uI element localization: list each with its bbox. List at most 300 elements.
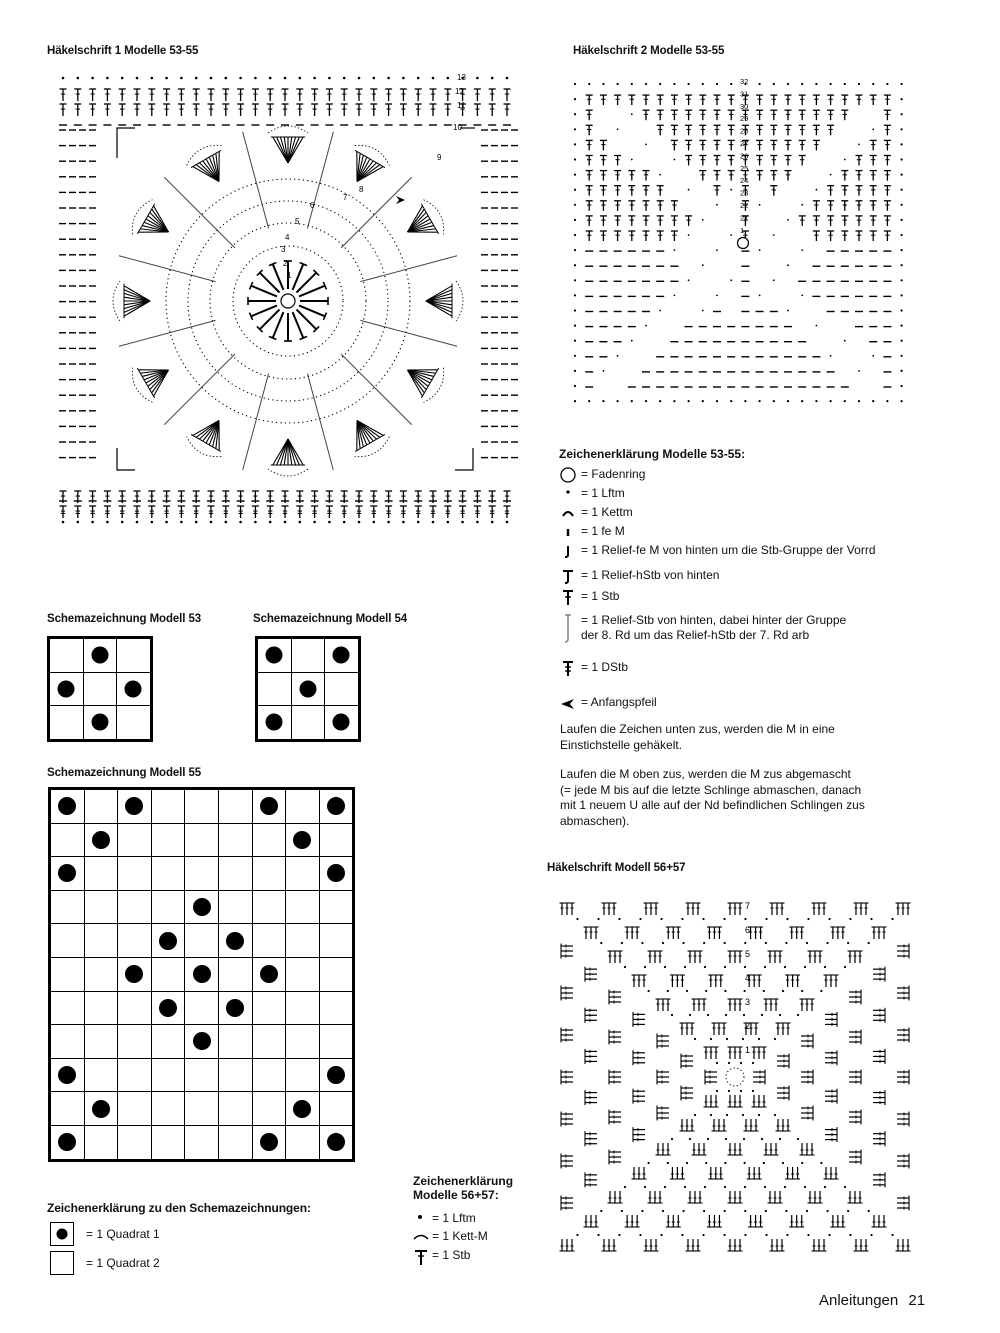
grid-cell-quadrat-2: [51, 1025, 85, 1059]
stitch-lftm: [402, 521, 405, 524]
stitch-stb: [60, 89, 67, 101]
grid-cell-quadrat-1: [185, 957, 219, 991]
grid-cell-quadrat-2: [84, 1025, 118, 1059]
stitch-group: [872, 1215, 887, 1227]
grid-cell-quadrat-2: [51, 890, 85, 924]
stitch-stb: [430, 506, 437, 518]
grid-row: [51, 890, 353, 924]
grid-row: [50, 672, 151, 706]
stitch-group: [768, 951, 783, 963]
stitch-lftm: [744, 990, 746, 992]
stitch-stb: [841, 201, 848, 211]
stitch-lftm: [901, 294, 903, 296]
stitch-lftm: [744, 1162, 746, 1164]
stitch-lftm: [641, 942, 643, 944]
note2-line: (= jede M bis auf die letzte Schlinge abmaschen, danach: [560, 782, 862, 797]
stitch-stb: [474, 89, 481, 101]
stitch-lftm: [574, 158, 576, 160]
stitch-lftm: [574, 234, 576, 236]
stitch-fan: [268, 126, 308, 163]
grid-cell-quadrat-1: [50, 672, 84, 706]
stitch-lftm: [886, 400, 888, 402]
stitch-stb: [870, 231, 877, 241]
corner-bracket: [117, 128, 135, 158]
stitch-stb: [163, 89, 170, 101]
stitch-lftm: [151, 521, 154, 524]
stitch-group: [776, 1023, 791, 1035]
stitch-lftm: [328, 77, 331, 80]
legend2-item-2: = 1 Quadrat 2: [86, 1256, 160, 1270]
stitch-lftm: [797, 1138, 799, 1140]
stitch-stb: [370, 506, 377, 518]
stitch-lftm: [476, 521, 479, 524]
stitch-lftm: [901, 143, 903, 145]
grid-cell-quadrat-2: [252, 1025, 286, 1059]
stitch-lftm: [716, 83, 718, 85]
stitch-stb: [586, 216, 593, 226]
stitch-lftm: [787, 310, 789, 312]
stitch-lftm: [725, 1138, 727, 1140]
dot-icon: [91, 647, 108, 664]
grid-row: [258, 639, 359, 673]
stitch-stb: [785, 125, 792, 135]
stitch-lftm: [686, 990, 688, 992]
stitch-lftm: [759, 249, 761, 251]
stitch-lftm: [491, 77, 494, 80]
grid-cell-quadrat-2: [118, 823, 152, 857]
stitch-stb: [628, 231, 635, 241]
stitch-lftm: [826, 942, 828, 944]
stitch-stb: [252, 104, 259, 116]
round-number: 3: [281, 245, 286, 254]
stitch-stb: [60, 506, 67, 518]
dot-icon: [92, 1100, 110, 1118]
stitch-group: [770, 903, 785, 915]
stitch-lftm: [724, 966, 726, 968]
dot-icon: [226, 932, 244, 950]
stitch-lftm: [886, 83, 888, 85]
stitch-group: [728, 951, 743, 963]
stitch-group: [777, 1086, 789, 1101]
grid-cell-quadrat-2: [185, 823, 219, 857]
chart2-title: Häkelschrift 2 Modelle 53-55: [573, 45, 725, 57]
round-number: 27: [740, 139, 749, 148]
round-number: 5: [745, 949, 751, 959]
relief-stitch-line: [360, 320, 457, 346]
stitch-lftm: [742, 1114, 744, 1116]
stitch-stb: [657, 125, 664, 135]
stitch-lftm: [648, 990, 650, 992]
stitch-lftm: [759, 400, 761, 402]
stitch-lftm: [624, 966, 626, 968]
stitch-stb: [415, 506, 422, 518]
stitch-group: [680, 1023, 695, 1035]
grid-cell-quadrat-2: [84, 790, 118, 824]
relief-stitch-line: [119, 256, 216, 282]
stitch-group: [712, 1119, 727, 1131]
stitch-stb: [643, 110, 650, 120]
stitch-stb: [119, 104, 126, 116]
stitch-group: [688, 951, 703, 963]
grid-cell-quadrat-2: [319, 1092, 353, 1126]
stitch-group: [609, 1070, 621, 1085]
stitch-stb: [856, 216, 863, 226]
grid-cell-quadrat-2: [286, 924, 320, 958]
stitch-stb: [799, 95, 806, 105]
stitch-lftm: [77, 77, 80, 80]
stitch-stb: [104, 506, 111, 518]
stitch-lftm: [744, 400, 746, 402]
stitch-group: [666, 1215, 681, 1227]
stitch-fan: [113, 281, 150, 321]
grid-cell-quadrat-2: [185, 790, 219, 824]
stitch-fan: [340, 411, 393, 463]
note1-line: Einstichstelle gehäkelt.: [560, 737, 683, 752]
stitch-lftm: [773, 83, 775, 85]
grid-cell-quadrat-2: [319, 1025, 353, 1059]
stitch-group: [825, 1050, 837, 1065]
scheme53-grid: [49, 638, 151, 740]
grid-cell-quadrat-2: [51, 991, 85, 1025]
stitch-lftm: [765, 942, 767, 944]
stitch-stb: [884, 231, 891, 241]
stitch-stb: [628, 216, 635, 226]
stitch-lftm: [830, 355, 832, 357]
stitch-lftm: [758, 1038, 760, 1040]
dot-icon: [260, 797, 278, 815]
stitch-group: [873, 1172, 885, 1187]
stitch-lftm: [716, 400, 718, 402]
stitch-lftm: [151, 77, 154, 80]
stitch-stb: [785, 110, 792, 120]
stitch-lftm: [694, 1114, 696, 1116]
stitch-group: [873, 1008, 885, 1023]
stitch-lftm: [659, 83, 661, 85]
dot-icon: [125, 965, 143, 983]
stitch-stb: [657, 95, 664, 105]
grid-cell-quadrat-2: [291, 706, 325, 740]
stitch-stb: [311, 89, 318, 101]
stitch-stb: [356, 506, 363, 518]
stitch-lftm: [631, 400, 633, 402]
stitch-lftm: [299, 77, 302, 80]
stitch-group: [633, 1050, 645, 1065]
legend1-item: [555, 543, 876, 559]
stitch-stb: [728, 171, 735, 181]
stitch-lftm: [901, 400, 903, 402]
scheme55-title: Schemazeichnung Modell 55: [47, 767, 202, 779]
stitch-stb: [628, 95, 635, 105]
stitch-stb: [400, 506, 407, 518]
stitch-lftm: [779, 1014, 781, 1016]
grid-cell-quadrat-1: [218, 991, 252, 1025]
stitch-lftm: [779, 1138, 781, 1140]
stitch-lftm: [432, 521, 435, 524]
stitch-fan: [126, 196, 178, 249]
stitch-stb: [600, 95, 607, 105]
stitch-lftm: [671, 1138, 673, 1140]
stitch-lftm: [684, 966, 686, 968]
stitch-lftm: [645, 400, 647, 402]
stitch-stb: [74, 506, 81, 518]
stitch-stb: [813, 216, 820, 226]
stitch-stb: [714, 140, 721, 150]
stitch-lftm: [618, 1234, 620, 1236]
stitch-group: [560, 1239, 575, 1251]
stitch-lftm: [660, 918, 662, 920]
filled-square-icon: [50, 1222, 74, 1246]
grid-cell-quadrat-2: [84, 991, 118, 1025]
stitch-lftm: [664, 966, 666, 968]
stitch-group: [848, 1191, 863, 1203]
grid-cell-quadrat-1: [151, 924, 185, 958]
stitch-stb: [870, 140, 877, 150]
stitch-lftm: [844, 83, 846, 85]
inner-stitch: [257, 270, 282, 295]
stitch-fan: [398, 353, 450, 406]
dot-icon: [58, 1066, 76, 1084]
stitch-stb: [870, 186, 877, 196]
stitch-lftm: [491, 521, 494, 524]
grid-row: [51, 823, 353, 857]
stitch-lftm: [602, 400, 604, 402]
stitch-lftm: [774, 1114, 776, 1116]
stitch-lftm: [759, 83, 761, 85]
stitch-stb: [714, 125, 721, 135]
grid-row: [51, 991, 353, 1025]
legend1-item-text: = Anfangspfeil: [581, 695, 657, 709]
grid-cell-quadrat-1: [51, 1125, 85, 1159]
grid-row: [51, 1058, 353, 1092]
grid-cell-quadrat-2: [118, 857, 152, 891]
stitch-lftm: [763, 1162, 765, 1164]
grid-cell-quadrat-1: [252, 1125, 286, 1159]
stitch-group: [561, 944, 573, 959]
stitch-stb: [628, 201, 635, 211]
stitch-lftm: [901, 189, 903, 191]
stitch-lftm: [574, 98, 576, 100]
stitch-lftm: [136, 521, 139, 524]
stitch-stb: [459, 506, 466, 518]
grid-row: [51, 857, 353, 891]
stitch-lftm: [506, 521, 509, 524]
stitch-lftm: [765, 1210, 767, 1212]
grid-row: [51, 1092, 353, 1126]
stitch-lftm: [901, 158, 903, 160]
stitch-stb: [385, 104, 392, 116]
stitch-stb: [813, 201, 820, 211]
stitch-lftm: [121, 521, 124, 524]
grid-cell-quadrat-2: [151, 1058, 185, 1092]
stitch-lftm: [704, 1186, 706, 1188]
stitch-lftm: [417, 521, 420, 524]
grid-cell-quadrat-2: [118, 890, 152, 924]
dot-icon: [418, 1215, 422, 1219]
stitch-stb: [178, 104, 185, 116]
stitch-stb: [415, 89, 422, 101]
grid-cell-quadrat-2: [218, 790, 252, 824]
dot-icon: [327, 797, 345, 815]
stitch-lftm: [574, 355, 576, 357]
round-number: 1: [745, 1045, 751, 1055]
stitch-lftm: [682, 1210, 684, 1212]
stitch-lftm: [210, 77, 213, 80]
empty-square-icon: [50, 1251, 74, 1275]
stitch-stb: [504, 89, 511, 101]
stitch-stb: [296, 506, 303, 518]
stitch-stb: [222, 506, 229, 518]
stitch-group: [728, 999, 743, 1011]
dot-icon: [58, 864, 76, 882]
grid-cell-quadrat-2: [117, 639, 151, 673]
stitch-stb: [685, 216, 692, 226]
stitch-stb: [699, 95, 706, 105]
stitch-stb: [237, 506, 244, 518]
grid-cell-quadrat-2: [151, 890, 185, 924]
stitch-stb: [699, 140, 706, 150]
grid-cell-quadrat-1: [84, 823, 118, 857]
legend1-item-text: = Fadenring: [581, 467, 646, 481]
grid-cell-quadrat-1: [252, 790, 286, 824]
legend3-icons: [412, 1210, 432, 1266]
page-number: 21: [908, 1292, 926, 1309]
stitch-lftm: [807, 918, 809, 920]
stitch-lftm: [725, 1014, 727, 1016]
stitch-stb: [614, 156, 621, 166]
legend1-item: [555, 660, 628, 676]
stitch-group: [825, 1089, 837, 1104]
stitch-stb: [884, 95, 891, 105]
stitch-stb: [657, 231, 664, 241]
grid-cell-quadrat-2: [185, 1092, 219, 1126]
inner-stitch: [289, 311, 307, 340]
round-number: 7: [343, 193, 348, 202]
stitch-lftm: [724, 1162, 726, 1164]
grid-cell-quadrat-2: [50, 706, 84, 740]
stitch-stb: [178, 506, 185, 518]
round-number: 23: [740, 188, 749, 198]
stitch-stb: [163, 104, 170, 116]
stitch-lftm: [716, 204, 718, 206]
stitch-lftm: [645, 144, 647, 146]
stitch-lftm: [724, 1186, 726, 1188]
grid-cell-quadrat-1: [319, 790, 353, 824]
stitch-lftm: [716, 1090, 718, 1092]
stitch-lftm: [239, 77, 242, 80]
stitch-group: [681, 1086, 693, 1101]
legend3-item-2: = 1 Kett-M: [432, 1229, 488, 1243]
dot-icon: [260, 965, 278, 983]
stitch-stb: [685, 125, 692, 135]
stitch-stb: [699, 110, 706, 120]
stitch-lftm: [801, 83, 803, 85]
stitch-stb: [884, 125, 891, 135]
stitch-stb: [356, 89, 363, 101]
inner-stitch: [300, 297, 328, 305]
inner-stitch: [289, 263, 307, 292]
stitch-lftm: [574, 83, 576, 85]
stitch-stb: [104, 89, 111, 101]
grid-cell-quadrat-2: [319, 890, 353, 924]
stitch-lftm: [702, 310, 704, 312]
stitch-lftm: [786, 918, 788, 920]
stitch-lftm: [684, 1186, 686, 1188]
stitch-stb: [841, 110, 848, 120]
stitch-group: [708, 1167, 723, 1179]
stitch-group: [873, 1090, 885, 1105]
stitch-lftm: [844, 966, 846, 968]
relief-stitch-line: [360, 256, 457, 282]
stitch-stb: [884, 171, 891, 181]
stitch-lftm: [617, 128, 619, 130]
stitch-lftm: [870, 918, 872, 920]
stitch-stb: [326, 89, 333, 101]
stitch-lftm: [730, 234, 732, 236]
stitch-stb: [489, 506, 496, 518]
stitch-lftm: [815, 83, 817, 85]
grid-row: [51, 790, 353, 824]
stitch-stb: [756, 125, 763, 135]
stitch-lftm: [901, 355, 903, 357]
grid-cell-quadrat-2: [218, 857, 252, 891]
stitch-stb: [341, 89, 348, 101]
stitch-lftm: [801, 1162, 803, 1164]
stitch-group: [632, 1167, 647, 1179]
stitch-lftm: [136, 77, 139, 80]
grid-cell-quadrat-2: [252, 924, 286, 958]
stitch-group: [625, 927, 640, 939]
stitch-stb: [657, 186, 664, 196]
stitch-lftm: [574, 264, 576, 266]
grid-cell-quadrat-2: [286, 1025, 320, 1059]
inner-stitch: [257, 307, 282, 332]
stitch-stb: [841, 95, 848, 105]
stitch-stb: [385, 89, 392, 101]
ring-icon: [555, 467, 581, 483]
stitch-group: [633, 1127, 645, 1142]
stitch-group: [561, 1154, 573, 1169]
stitch-stb: [614, 171, 621, 181]
stitch-lftm: [724, 1210, 726, 1212]
stitch-lftm: [574, 189, 576, 191]
stitch-lftm: [901, 309, 903, 311]
stitch-lftm: [617, 355, 619, 357]
stitch-lftm: [674, 295, 676, 297]
grid-cell-quadrat-1: [185, 890, 219, 924]
legend1-item: [555, 505, 633, 521]
grid-cell-quadrat-2: [286, 857, 320, 891]
grid-cell-quadrat-1: [319, 1125, 353, 1159]
grid-cell-quadrat-2: [51, 924, 85, 958]
grid-cell-quadrat-2: [185, 1125, 219, 1159]
stitch-lftm: [901, 204, 903, 206]
stitch-group: [561, 986, 573, 1001]
dot-icon: [293, 1100, 311, 1118]
stitch-lftm: [764, 1186, 766, 1188]
legend2-item-1: = 1 Quadrat 1: [86, 1227, 160, 1241]
stitch-lftm: [165, 77, 168, 80]
stitch-lftm: [617, 400, 619, 402]
stitch-stb: [714, 110, 721, 120]
stitch-group: [747, 1167, 762, 1179]
relief-stitch-line: [164, 177, 235, 248]
stitch-stb: [311, 104, 318, 116]
stitch-stb: [657, 216, 664, 226]
stitch-stb: [208, 506, 215, 518]
stitch-lftm: [849, 918, 851, 920]
stitch-lftm: [759, 295, 761, 297]
stitch-group: [708, 975, 723, 987]
